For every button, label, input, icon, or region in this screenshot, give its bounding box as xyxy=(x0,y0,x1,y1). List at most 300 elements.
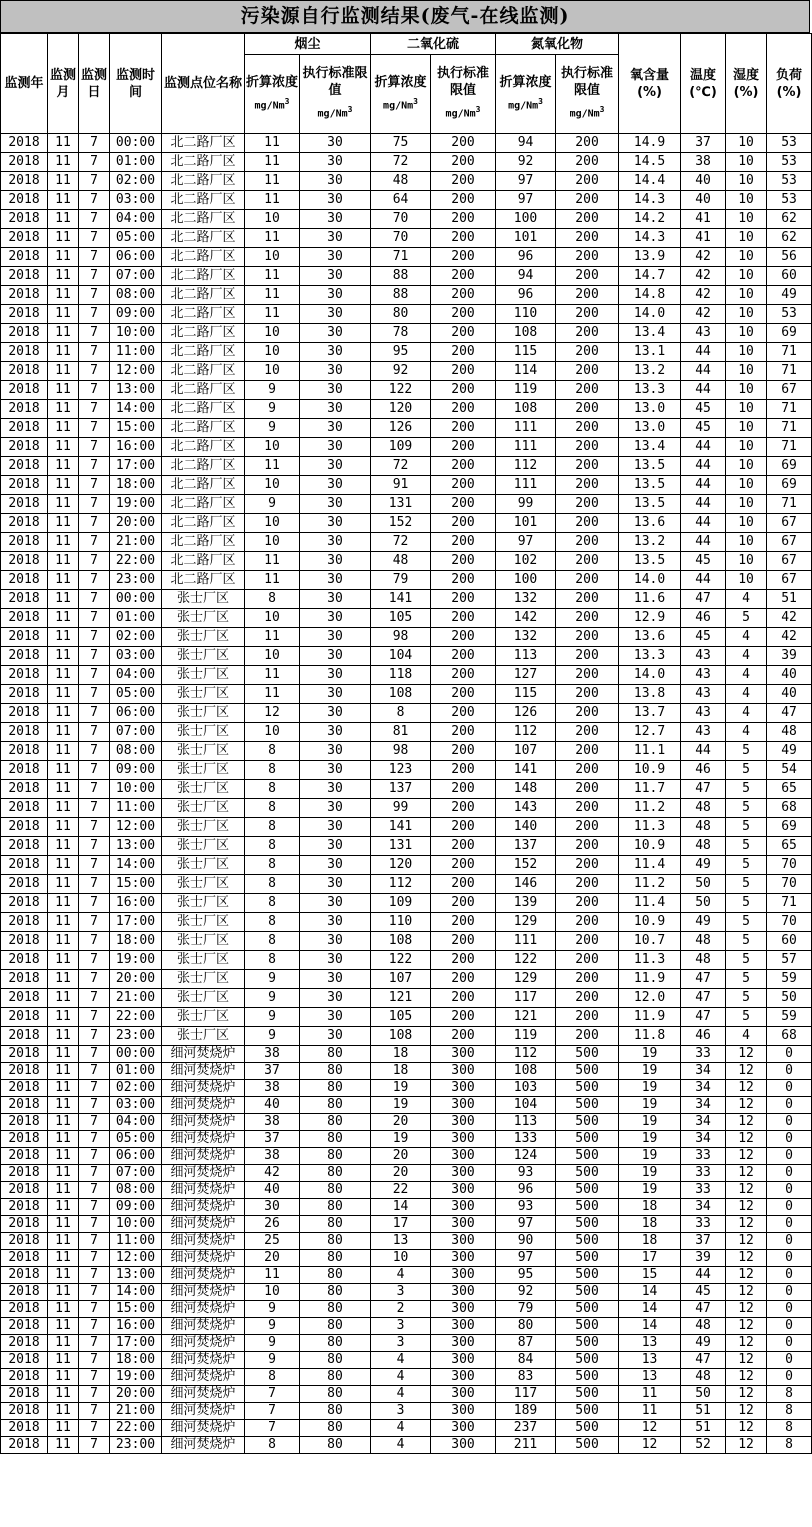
unit-label: mg/Nm$^3$ xyxy=(317,105,353,120)
table-row xyxy=(1,134,812,153)
year-cell: 2018 xyxy=(1,419,48,438)
dust-conc-cell: 8 xyxy=(245,780,300,799)
dust-conc-cell: 11 xyxy=(245,134,300,153)
temp-cell: 34 xyxy=(681,1114,726,1131)
oxygen-cell: 14.3 xyxy=(619,229,681,248)
load-cell: 53 xyxy=(767,134,812,153)
nox-limit-cell: 200 xyxy=(556,457,619,476)
humidity-cell: 10 xyxy=(726,552,767,571)
oxygen-cell: 11.9 xyxy=(619,1008,681,1027)
humidity-cell: 5 xyxy=(726,742,767,761)
humidity-cell: 10 xyxy=(726,514,767,533)
load-cell: 67 xyxy=(767,552,812,571)
humidity-cell: 10 xyxy=(726,134,767,153)
so2-limit-cell: 300 xyxy=(431,1046,496,1063)
month-cell: 11 xyxy=(48,514,79,533)
month-cell: 11 xyxy=(48,742,79,761)
humidity-cell: 5 xyxy=(726,780,767,799)
oxygen-cell: 11.9 xyxy=(619,970,681,989)
load-cell: 53 xyxy=(767,153,812,172)
oxygen-cell: 12.9 xyxy=(619,609,681,628)
table-row xyxy=(1,457,812,476)
so2-conc-cell: 108 xyxy=(371,685,431,704)
year-cell: 2018 xyxy=(1,628,48,647)
dust-limit-cell: 80 xyxy=(300,1165,371,1182)
humidity-cell: 10 xyxy=(726,495,767,514)
so2-limit-cell: 300 xyxy=(431,1131,496,1148)
so2-conc-cell: 98 xyxy=(371,742,431,761)
dust-conc-cell: 26 xyxy=(245,1216,300,1233)
year-cell: 2018 xyxy=(1,267,48,286)
dust-conc-cell: 10 xyxy=(245,1284,300,1301)
year-cell: 2018 xyxy=(1,172,48,191)
nox-limit-cell: 200 xyxy=(556,495,619,514)
site-cell: 北二路厂区 xyxy=(162,210,245,229)
time-cell: 13:00 xyxy=(110,1267,162,1284)
month-cell: 11 xyxy=(48,1318,79,1335)
site-cell: 细河焚烧炉 xyxy=(162,1318,245,1335)
oxygen-cell: 19 xyxy=(619,1182,681,1199)
year-cell: 2018 xyxy=(1,1386,48,1403)
day-cell: 7 xyxy=(79,647,110,666)
oxygen-cell: 18 xyxy=(619,1199,681,1216)
nox-limit-cell: 500 xyxy=(556,1250,619,1267)
nox-limit-cell: 200 xyxy=(556,153,619,172)
dust-conc-cell: 9 xyxy=(245,1335,300,1352)
dust-conc-cell: 8 xyxy=(245,818,300,837)
so2-limit-cell: 200 xyxy=(431,191,496,210)
day-cell: 7 xyxy=(79,666,110,685)
month-cell: 11 xyxy=(48,1097,79,1114)
dust-conc-cell: 12 xyxy=(245,704,300,723)
humidity-cell: 10 xyxy=(726,286,767,305)
humidity-cell: 10 xyxy=(726,419,767,438)
year-cell: 2018 xyxy=(1,286,48,305)
temp-cell: 48 xyxy=(681,818,726,837)
dust-conc-cell: 10 xyxy=(245,533,300,552)
dust-limit-cell: 30 xyxy=(300,913,371,932)
load-cell: 71 xyxy=(767,343,812,362)
time-cell: 07:00 xyxy=(110,723,162,742)
temp-cell: 38 xyxy=(681,153,726,172)
temp-cell: 37 xyxy=(681,1233,726,1250)
so2-conc-cell: 70 xyxy=(371,229,431,248)
year-cell: 2018 xyxy=(1,495,48,514)
nox-limit-header xyxy=(556,55,619,134)
humidity-cell: 5 xyxy=(726,989,767,1008)
so2-limit-cell: 300 xyxy=(431,1403,496,1420)
month-cell: 11 xyxy=(48,153,79,172)
humidity-cell: 10 xyxy=(726,457,767,476)
temp-cell: 46 xyxy=(681,609,726,628)
load-cell: 67 xyxy=(767,381,812,400)
nox-limit-cell: 200 xyxy=(556,742,619,761)
time-cell: 03:00 xyxy=(110,1097,162,1114)
so2-conc-cell: 126 xyxy=(371,419,431,438)
so2-conc-cell: 18 xyxy=(371,1063,431,1080)
month-cell: 11 xyxy=(48,286,79,305)
nox-conc-cell: 80 xyxy=(496,1318,556,1335)
nox-limit-cell: 200 xyxy=(556,210,619,229)
oxygen-cell: 11 xyxy=(619,1403,681,1420)
so2-limit-cell: 300 xyxy=(431,1284,496,1301)
nox-limit-cell: 200 xyxy=(556,305,619,324)
site-cell: 张士厂区 xyxy=(162,799,245,818)
dust-limit-cell: 30 xyxy=(300,419,371,438)
month-cell: 11 xyxy=(48,476,79,495)
nox-limit-cell: 500 xyxy=(556,1131,619,1148)
temp-cell: 51 xyxy=(681,1420,726,1437)
so2-conc-cell: 20 xyxy=(371,1165,431,1182)
temp-cell: 49 xyxy=(681,856,726,875)
oxygen-cell: 11.6 xyxy=(619,590,681,609)
dust-conc-cell: 8 xyxy=(245,951,300,970)
time-cell: 05:00 xyxy=(110,229,162,248)
oxygen-cell: 15 xyxy=(619,1267,681,1284)
humidity-cell: 5 xyxy=(726,875,767,894)
month-cell: 11 xyxy=(48,419,79,438)
day-cell: 7 xyxy=(79,951,110,970)
time-cell: 16:00 xyxy=(110,894,162,913)
humidity-cell: 12 xyxy=(726,1097,767,1114)
day-cell: 7 xyxy=(79,1420,110,1437)
site-cell: 北二路厂区 xyxy=(162,533,245,552)
nox-limit-cell: 200 xyxy=(556,419,619,438)
so2-conc-cell: 108 xyxy=(371,1027,431,1046)
nox-conc-cell: 93 xyxy=(496,1199,556,1216)
year-cell: 2018 xyxy=(1,134,48,153)
humidity-cell: 10 xyxy=(726,172,767,191)
oxygen-cell: 13.4 xyxy=(619,324,681,343)
dust-limit-cell: 30 xyxy=(300,172,371,191)
dust-limit-cell: 80 xyxy=(300,1301,371,1318)
table-row xyxy=(1,1216,812,1233)
month-cell: 11 xyxy=(48,1267,79,1284)
table-row xyxy=(1,1148,812,1165)
dust-conc-cell: 11 xyxy=(245,1267,300,1284)
dust-limit-cell: 80 xyxy=(300,1420,371,1437)
col-load-header: 负荷(%) xyxy=(767,34,812,134)
so2-conc-cell: 4 xyxy=(371,1267,431,1284)
oxygen-cell: 11.2 xyxy=(619,799,681,818)
so2-conc-cell: 81 xyxy=(371,723,431,742)
load-cell: 0 xyxy=(767,1318,812,1335)
load-cell: 65 xyxy=(767,837,812,856)
temp-cell: 49 xyxy=(681,913,726,932)
time-cell: 07:00 xyxy=(110,267,162,286)
nox-limit-cell: 200 xyxy=(556,324,619,343)
day-cell: 7 xyxy=(79,1027,110,1046)
humidity-cell: 10 xyxy=(726,571,767,590)
nox-conc-cell: 97 xyxy=(496,1216,556,1233)
load-cell: 0 xyxy=(767,1114,812,1131)
so2-limit-cell: 200 xyxy=(431,913,496,932)
humidity-cell: 10 xyxy=(726,324,767,343)
dust-conc-cell: 9 xyxy=(245,400,300,419)
table-row xyxy=(1,1165,812,1182)
so2-limit-cell: 200 xyxy=(431,951,496,970)
nox-limit-cell: 200 xyxy=(556,723,619,742)
so2-conc-cell: 64 xyxy=(371,191,431,210)
dust-conc-cell: 9 xyxy=(245,1318,300,1335)
month-cell: 11 xyxy=(48,685,79,704)
time-cell: 00:00 xyxy=(110,1046,162,1063)
humidity-cell: 12 xyxy=(726,1386,767,1403)
nox-conc-cell: 122 xyxy=(496,951,556,970)
load-cell: 0 xyxy=(767,1284,812,1301)
day-cell: 7 xyxy=(79,799,110,818)
so2-limit-cell: 200 xyxy=(431,970,496,989)
month-cell: 11 xyxy=(48,343,79,362)
day-cell: 7 xyxy=(79,761,110,780)
load-cell: 56 xyxy=(767,248,812,267)
dust-limit-cell: 30 xyxy=(300,837,371,856)
year-cell: 2018 xyxy=(1,837,48,856)
temp-cell: 44 xyxy=(681,457,726,476)
nox-limit-cell: 200 xyxy=(556,381,619,400)
so2-conc-cell: 17 xyxy=(371,1216,431,1233)
table-row xyxy=(1,875,812,894)
year-cell: 2018 xyxy=(1,229,48,248)
load-cell: 0 xyxy=(767,1250,812,1267)
day-cell: 7 xyxy=(79,1080,110,1097)
nox-conc-cell: 108 xyxy=(496,400,556,419)
day-cell: 7 xyxy=(79,324,110,343)
dust-conc-cell: 8 xyxy=(245,1437,300,1454)
site-cell: 细河焚烧炉 xyxy=(162,1148,245,1165)
dust-limit-cell: 80 xyxy=(300,1131,371,1148)
load-cell: 50 xyxy=(767,989,812,1008)
site-cell: 细河焚烧炉 xyxy=(162,1250,245,1267)
month-cell: 11 xyxy=(48,666,79,685)
limit-label: 执行标准限值 xyxy=(437,66,490,99)
temp-cell: 50 xyxy=(681,1386,726,1403)
load-cell: 71 xyxy=(767,400,812,419)
year-cell: 2018 xyxy=(1,666,48,685)
day-cell: 7 xyxy=(79,1182,110,1199)
so2-conc-cell: 72 xyxy=(371,533,431,552)
so2-limit-cell: 200 xyxy=(431,875,496,894)
dust-conc-header xyxy=(245,55,300,134)
so2-limit-cell: 200 xyxy=(431,229,496,248)
load-cell: 70 xyxy=(767,856,812,875)
so2-limit-cell: 200 xyxy=(431,647,496,666)
load-cell: 0 xyxy=(767,1148,812,1165)
site-cell: 北二路厂区 xyxy=(162,476,245,495)
humidity-cell: 12 xyxy=(726,1114,767,1131)
year-cell: 2018 xyxy=(1,1233,48,1250)
so2-conc-cell: 131 xyxy=(371,495,431,514)
oxygen-cell: 14.0 xyxy=(619,571,681,590)
year-cell: 2018 xyxy=(1,590,48,609)
table-row xyxy=(1,248,812,267)
year-cell: 2018 xyxy=(1,343,48,362)
nox-limit-cell: 200 xyxy=(556,286,619,305)
nox-conc-cell: 111 xyxy=(496,438,556,457)
nox-conc-cell: 112 xyxy=(496,457,556,476)
nox-conc-cell: 94 xyxy=(496,267,556,286)
year-cell: 2018 xyxy=(1,248,48,267)
so2-limit-cell: 200 xyxy=(431,628,496,647)
report-title: 污染源自行监测结果(废气-在线监测) xyxy=(0,0,810,33)
dust-limit-cell: 30 xyxy=(300,875,371,894)
humidity-cell: 10 xyxy=(726,400,767,419)
month-cell: 11 xyxy=(48,1386,79,1403)
load-cell: 67 xyxy=(767,533,812,552)
month-cell: 11 xyxy=(48,1437,79,1454)
nox-conc-cell: 152 xyxy=(496,856,556,875)
site-cell: 细河焚烧炉 xyxy=(162,1267,245,1284)
day-cell: 7 xyxy=(79,533,110,552)
month-cell: 11 xyxy=(48,267,79,286)
table-row xyxy=(1,609,812,628)
humidity-cell: 12 xyxy=(726,1199,767,1216)
temp-cell: 47 xyxy=(681,970,726,989)
oxygen-cell: 19 xyxy=(619,1165,681,1182)
load-cell: 48 xyxy=(767,723,812,742)
year-cell: 2018 xyxy=(1,894,48,913)
month-cell: 11 xyxy=(48,1165,79,1182)
load-cell: 8 xyxy=(767,1386,812,1403)
oxygen-cell: 13.5 xyxy=(619,476,681,495)
dust-limit-cell: 30 xyxy=(300,134,371,153)
dust-conc-cell: 11 xyxy=(245,571,300,590)
so2-conc-cell: 4 xyxy=(371,1369,431,1386)
nox-limit-cell: 200 xyxy=(556,552,619,571)
load-cell: 0 xyxy=(767,1216,812,1233)
humidity-cell: 5 xyxy=(726,609,767,628)
oxygen-cell: 14.9 xyxy=(619,134,681,153)
load-cell: 70 xyxy=(767,913,812,932)
dust-conc-cell: 37 xyxy=(245,1131,300,1148)
dust-conc-cell: 10 xyxy=(245,723,300,742)
dust-conc-cell: 11 xyxy=(245,628,300,647)
so2-limit-cell: 200 xyxy=(431,134,496,153)
month-cell: 11 xyxy=(48,1369,79,1386)
so2-limit-cell: 300 xyxy=(431,1182,496,1199)
so2-conc-cell: 19 xyxy=(371,1097,431,1114)
dust-conc-cell: 8 xyxy=(245,856,300,875)
so2-limit-cell: 300 xyxy=(431,1148,496,1165)
so2-conc-cell: 152 xyxy=(371,514,431,533)
site-cell: 细河焚烧炉 xyxy=(162,1080,245,1097)
load-cell: 54 xyxy=(767,761,812,780)
unit-label: mg/Nm$^3$ xyxy=(445,105,481,120)
nox-conc-cell: 112 xyxy=(496,723,556,742)
site-cell: 细河焚烧炉 xyxy=(162,1284,245,1301)
humidity-cell: 5 xyxy=(726,951,767,970)
humidity-cell: 4 xyxy=(726,666,767,685)
table-row xyxy=(1,1063,812,1080)
temp-cell: 44 xyxy=(681,533,726,552)
dust-limit-cell: 80 xyxy=(300,1267,371,1284)
time-cell: 19:00 xyxy=(110,951,162,970)
year-cell: 2018 xyxy=(1,533,48,552)
so2-limit-cell: 300 xyxy=(431,1165,496,1182)
table-row xyxy=(1,362,812,381)
temp-cell: 44 xyxy=(681,343,726,362)
nox-conc-cell: 115 xyxy=(496,685,556,704)
table-row xyxy=(1,970,812,989)
year-cell: 2018 xyxy=(1,191,48,210)
dust-conc-cell: 11 xyxy=(245,305,300,324)
dust-conc-cell: 11 xyxy=(245,552,300,571)
humidity-cell: 12 xyxy=(726,1335,767,1352)
col-day-header: 监测日 xyxy=(79,34,110,134)
time-cell: 04:00 xyxy=(110,666,162,685)
humidity-cell: 12 xyxy=(726,1352,767,1369)
time-cell: 08:00 xyxy=(110,742,162,761)
site-cell: 细河焚烧炉 xyxy=(162,1352,245,1369)
year-cell: 2018 xyxy=(1,1318,48,1335)
dust-limit-cell: 30 xyxy=(300,970,371,989)
nox-conc-cell: 110 xyxy=(496,305,556,324)
dust-conc-cell: 8 xyxy=(245,590,300,609)
time-cell: 19:00 xyxy=(110,1369,162,1386)
so2-conc-cell: 95 xyxy=(371,343,431,362)
site-cell: 张士厂区 xyxy=(162,875,245,894)
time-cell: 18:00 xyxy=(110,476,162,495)
dust-conc-cell: 9 xyxy=(245,1301,300,1318)
site-cell: 细河焚烧炉 xyxy=(162,1386,245,1403)
dust-conc-cell: 40 xyxy=(245,1097,300,1114)
so2-conc-cell: 107 xyxy=(371,970,431,989)
humidity-cell: 10 xyxy=(726,267,767,286)
time-cell: 09:00 xyxy=(110,305,162,324)
so2-conc-cell: 22 xyxy=(371,1182,431,1199)
load-cell: 0 xyxy=(767,1369,812,1386)
oxygen-cell: 12 xyxy=(619,1437,681,1454)
site-cell: 北二路厂区 xyxy=(162,172,245,191)
so2-limit-cell: 200 xyxy=(431,590,496,609)
load-cell: 51 xyxy=(767,590,812,609)
month-cell: 11 xyxy=(48,381,79,400)
so2-limit-cell: 200 xyxy=(431,495,496,514)
year-cell: 2018 xyxy=(1,400,48,419)
month-cell: 11 xyxy=(48,1131,79,1148)
oxygen-cell: 11.1 xyxy=(619,742,681,761)
so2-limit-cell: 200 xyxy=(431,837,496,856)
so2-conc-cell: 141 xyxy=(371,590,431,609)
month-cell: 11 xyxy=(48,438,79,457)
month-cell: 11 xyxy=(48,134,79,153)
year-cell: 2018 xyxy=(1,1080,48,1097)
dust-limit-cell: 30 xyxy=(300,381,371,400)
nox-limit-cell: 200 xyxy=(556,267,619,286)
day-cell: 7 xyxy=(79,1114,110,1131)
dust-conc-cell: 10 xyxy=(245,647,300,666)
year-cell: 2018 xyxy=(1,305,48,324)
site-cell: 细河焚烧炉 xyxy=(162,1437,245,1454)
table-row xyxy=(1,1335,812,1352)
time-cell: 21:00 xyxy=(110,989,162,1008)
nox-limit-cell: 200 xyxy=(556,704,619,723)
day-cell: 7 xyxy=(79,286,110,305)
time-cell: 21:00 xyxy=(110,1403,162,1420)
dust-conc-cell: 10 xyxy=(245,476,300,495)
dust-limit-cell: 30 xyxy=(300,153,371,172)
dust-limit-cell: 30 xyxy=(300,666,371,685)
time-cell: 20:00 xyxy=(110,1386,162,1403)
year-cell: 2018 xyxy=(1,1199,48,1216)
temp-cell: 42 xyxy=(681,248,726,267)
nox-limit-cell: 200 xyxy=(556,438,619,457)
temp-cell: 45 xyxy=(681,1284,726,1301)
nox-conc-cell: 102 xyxy=(496,552,556,571)
oxygen-cell: 14.3 xyxy=(619,191,681,210)
load-cell: 71 xyxy=(767,438,812,457)
table-row xyxy=(1,704,812,723)
